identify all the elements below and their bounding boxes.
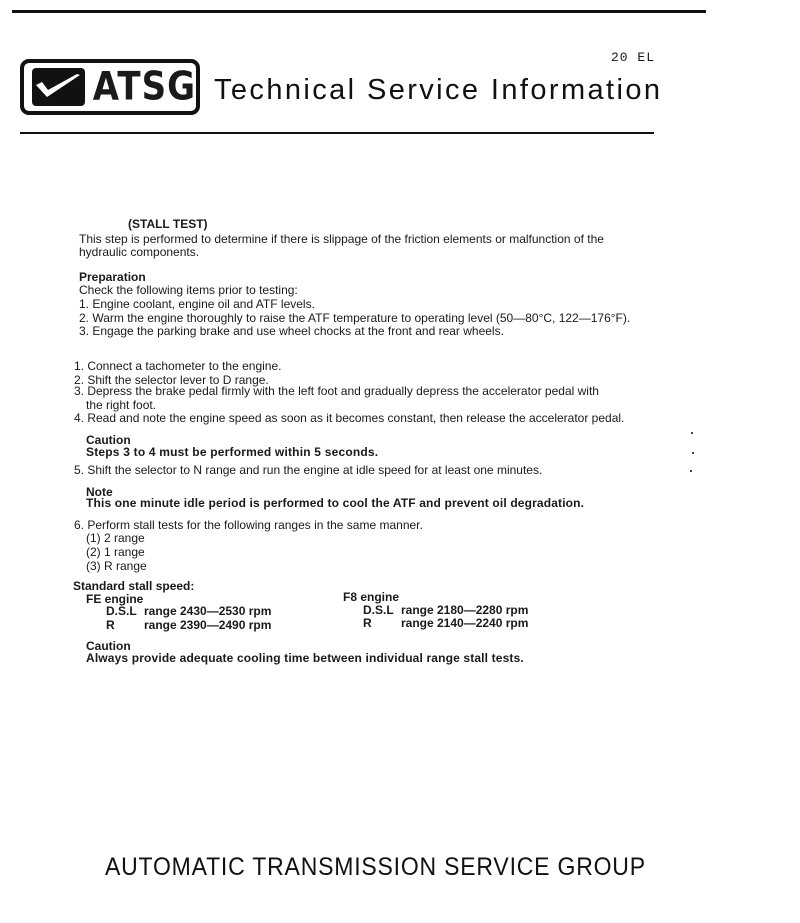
f8-engine-label: F8 engine (343, 590, 400, 604)
step-6: 6. Perform stall tests for the following ranges in the same manner. (74, 518, 423, 532)
step-1: 1. Connect a tachometer to the engine. (74, 359, 282, 373)
caution-text: Steps 3 to 4 must be performed within 5 seconds. (86, 445, 379, 459)
range-item: (1) 2 range (86, 531, 145, 545)
header-rule (20, 132, 654, 134)
preparation-item: 2. Warm the engine thoroughly to raise the ATF temperature to operating level (50—80°C, 122—176°F). (79, 311, 631, 325)
stall-speed-heading: Standard stall speed: (73, 579, 195, 593)
intro-text-line1: This step is performed to determine if there is slippage of the friction elements or malfunction of the (79, 232, 604, 246)
scan-speck (691, 432, 693, 434)
footer-text: AUTOMATIC TRANSMISSION SERVICE GROUP (105, 852, 646, 881)
step-3-continued: the right foot. (86, 398, 157, 412)
page-code: 20 EL (611, 50, 656, 65)
range-item: (3) R range (86, 559, 147, 573)
f8-r-label: R (363, 616, 372, 630)
checkmark-icon (32, 68, 85, 106)
caution-label: Caution (86, 639, 131, 653)
section-heading: (STALL TEST) (128, 217, 208, 231)
page-title: Technical Service Information (214, 74, 663, 106)
step-5: 5. Shift the selector to N range and run the engine at idle speed for at least one minutes. (74, 463, 543, 477)
fe-r-value: range 2390—2490 rpm (144, 618, 272, 632)
caution-text: Always provide adequate cooling time between individual range stall tests. (86, 651, 524, 665)
logo-text: ATSG (92, 64, 196, 110)
scan-speck (692, 452, 694, 454)
note-text: This one minute idle period is performed to cool the ATF and prevent oil degradation. (86, 496, 585, 510)
atsg-logo (20, 59, 200, 115)
step-4: 4. Read and note the engine speed as soon as it becomes constant, then release the accelerator pedal. (74, 411, 625, 425)
step-2: 2. Shift the selector lever to D range. (74, 373, 269, 387)
caution-label: Caution (86, 433, 131, 447)
fe-engine-label: FE engine (86, 592, 144, 606)
f8-dsl-value: range 2180—2280 rpm (401, 603, 529, 617)
f8-r-value: range 2140—2240 rpm (401, 616, 529, 630)
top-rule (12, 10, 706, 13)
fe-dsl-value: range 2430—2530 rpm (144, 604, 272, 618)
note-label: Note (86, 485, 113, 499)
preparation-lead: Check the following items prior to testing: (79, 283, 298, 297)
scan-speck (690, 470, 692, 472)
preparation-item: 1. Engine coolant, engine oil and ATF levels. (79, 297, 315, 311)
fe-r-label: R (106, 618, 115, 632)
step-3: 3. Depress the brake pedal firmly with the left foot and gradually depress the accelerator pedal with (74, 384, 599, 398)
f8-dsl-label: D.S.L (363, 603, 394, 617)
preparation-heading: Preparation (79, 270, 146, 284)
preparation-item: 3. Engage the parking brake and use wheel chocks at the front and rear wheels. (79, 324, 504, 338)
range-item: (2) 1 range (86, 545, 145, 559)
intro-text-line2: hydraulic components. (79, 245, 200, 259)
fe-dsl-label: D.S.L (106, 604, 137, 618)
